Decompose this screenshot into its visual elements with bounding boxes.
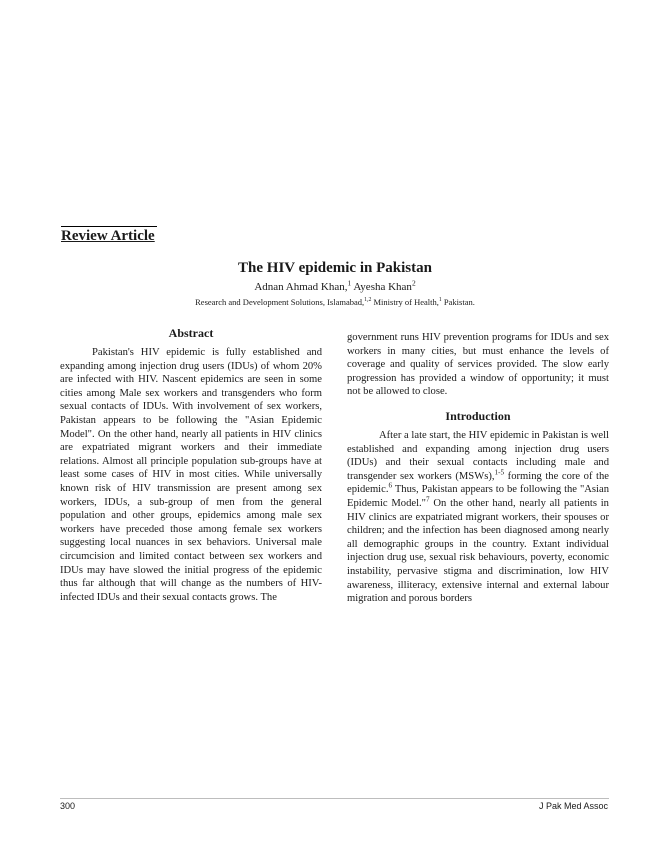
author-affiliation-mark: 2 <box>411 278 416 288</box>
article-title: The HIV epidemic in Pakistan <box>238 260 432 276</box>
journal-name: J Pak Med Assoc <box>538 801 608 811</box>
affiliation-mark: 1 <box>438 297 442 304</box>
affiliation-text: Pakistan. <box>441 297 475 307</box>
header-rule <box>61 226 157 227</box>
abstract-paragraph: Pakistan's HIV epidemic is fully established and expanding among injection drug users (IDUs) of whom 20% are infected with HIV. Nascent epidemics are seen in some cities among Male sex workers and transgenders who form sexual contacts of IDUs. With involvement of sex workers, Pakistan appears to be following the "Asian Epidemic Model". On the other hand, nearly all patients in HIV clinics are expatriated migrant workers and their immediate relations. Almost all principle population sub-groups have at least some cases of HIV in most cities. While universally known risk of HIV transmission are present among sex workers, IDUs, a sub-group of men from the general population and other groups, epidemics among male sex workers have preceded those among female sex workers suggesting local nuances in sex behaviors. Universal male circumcision and limited contact between sex workers and IDUs may have slowed the initial progress of the epidemic thus far although that will change as the numbers of HIV-infected IDUs and their sexual contacts grows. The <box>60 347 322 603</box>
citation-mark: 7 <box>426 495 430 504</box>
abstract-continuation-paragraph: government runs HIV prevention programs for IDUs and sex workers in many cities, but must enhance the levels of coverage and quality of services provided. The slow early progression has provided a window of opportunity; it must not be allowed to close. <box>347 332 609 398</box>
affiliation-mark: 1,2 <box>364 297 372 304</box>
introduction-paragraph <box>347 429 609 606</box>
author-affiliation-mark: 1 <box>347 278 352 288</box>
left-column <box>60 325 322 604</box>
abstract-heading: Abstract <box>168 326 214 340</box>
affiliation-text: Research and Development Solutions, Islamabad, <box>195 297 365 307</box>
paragraph-text: After a late start, the HIV epidemic in Pakistan is well established and expanding among injection drug users (IDUs) and their sexual contacts including male and transgender sex workers (MSWs), <box>347 429 609 482</box>
page-number: 300 <box>60 801 76 811</box>
right-column <box>347 331 609 606</box>
author-name: Adnan Ahmad Khan, <box>254 281 348 293</box>
affiliation-text: Ministry of Health, <box>371 297 439 307</box>
article-type-label: Review Article <box>61 228 155 244</box>
author-list <box>0 278 670 293</box>
paragraph-text: forming the core of the epidemic. <box>347 470 609 496</box>
introduction-heading: Introduction <box>445 408 511 423</box>
author-name: Ayesha Khan <box>351 281 412 293</box>
citation-mark: 1-5 <box>494 468 505 477</box>
paragraph-text: Thus, Pakistan appears to be following the "Asian Epidemic Model." <box>347 484 609 509</box>
citation-mark: 6 <box>388 481 393 490</box>
affiliations <box>0 297 670 307</box>
paragraph-text: On the other hand, nearly all patients in HIV clinics are expatriated migrant workers, their spouses or children; and the infection has been diagnosed among nearly all demographic groups in the country. Extant individual injection drug use, sexual risk behaviours, poverty, economic instability, pervasive stigma and discrimination, low HIV awareness, illiteracy, extensive internal and external labour migration and porous borders <box>347 497 609 605</box>
footer-rule <box>60 798 609 799</box>
